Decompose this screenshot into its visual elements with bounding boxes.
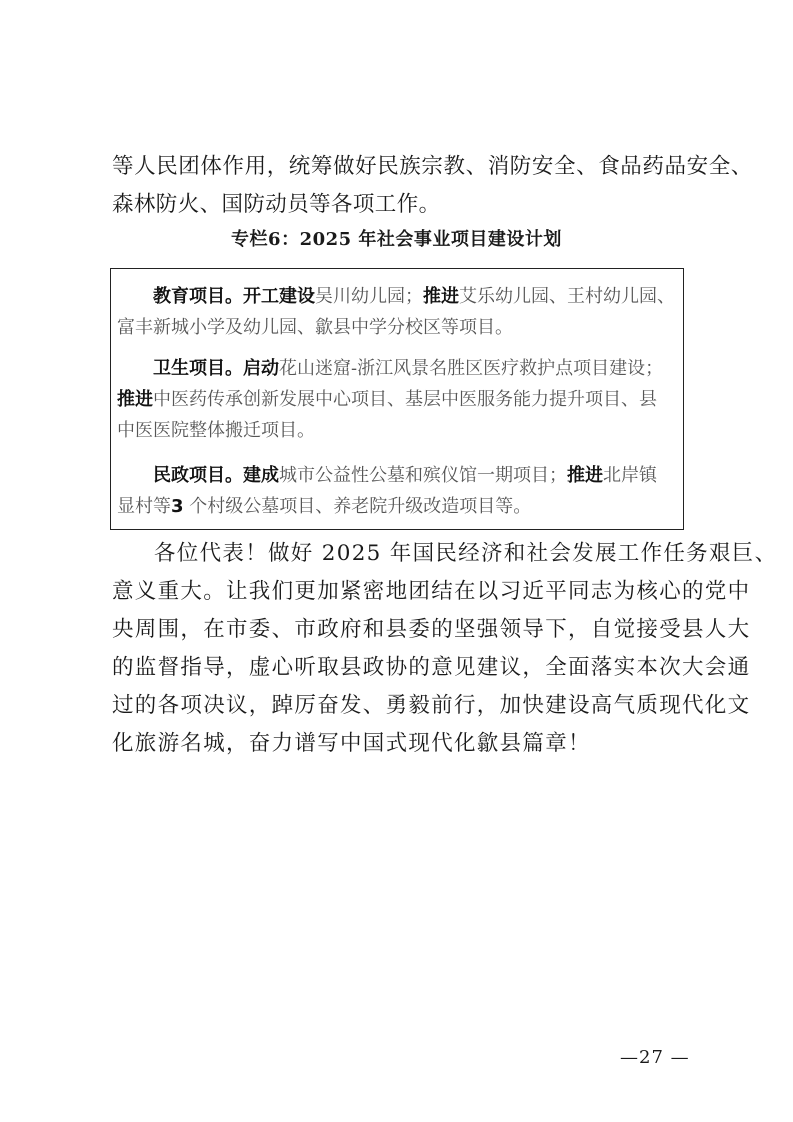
keyword: 推进 xyxy=(567,465,603,486)
text-span: 北岸镇 xyxy=(603,465,657,486)
civil-heading: 民政项目。 xyxy=(153,465,243,486)
keyword: 建成 xyxy=(243,465,279,486)
project-box xyxy=(110,268,684,530)
text-line: 森林防火、国防动员等各项工作。 xyxy=(112,192,441,217)
text-line xyxy=(117,491,677,522)
text-line: 的监督指导，虚心听取县政协的意见建议，全面落实本次大会通 xyxy=(112,655,751,680)
education-projects xyxy=(117,281,677,343)
keyword: 推进 xyxy=(423,286,459,307)
text-line xyxy=(117,384,677,415)
health-projects xyxy=(117,353,677,446)
text-line xyxy=(117,281,677,312)
text-line: 各位代表！做好 2025 年国民经济和社会发展工作任务艰巨、 xyxy=(154,541,778,566)
text-line: 中医医院整体搬迁项目。 xyxy=(117,420,315,441)
health-heading: 卫生项目。 xyxy=(153,358,243,379)
text-span: 城市公益性公墓和殡仪馆一期项目； xyxy=(279,465,567,486)
text-span: 吴川幼儿园； xyxy=(315,286,423,307)
page-number: —27 — xyxy=(620,1047,690,1068)
education-heading: 教育项目。 xyxy=(153,286,243,307)
keyword: 推进 xyxy=(117,389,153,410)
text-span: 花山迷窟-浙江风景名胜区医疗救护点项目建设； xyxy=(279,358,664,379)
text-span: 艾乐幼儿园、王村幼儿园、 xyxy=(459,286,675,307)
closing-paragraph xyxy=(112,535,778,763)
box-caption: 专栏6：2025 年社会事业项目建设计划 xyxy=(231,229,562,250)
text-line: 富丰新城小学及幼儿园、歙县中学分校区等项目。 xyxy=(117,317,513,338)
text-line xyxy=(117,353,677,384)
text-line: 央周围，在市委、市政府和县委的坚强领导下，自觉接受县人大 xyxy=(112,617,751,642)
text-span: 个村级公墓项目、养老院升级改造项目等。 xyxy=(189,496,532,517)
civil-affairs-projects xyxy=(117,460,677,522)
text-line xyxy=(117,460,677,491)
text-line: 过的各项决议，踔厉奋发、勇毅前行，加快建设高气质现代化文 xyxy=(112,693,751,718)
intro-paragraph xyxy=(112,148,753,224)
number: 3 xyxy=(171,496,184,517)
text-span: 中医药传承创新发展中心项目、基层中医服务能力提升项目、县 xyxy=(153,389,657,410)
text-line: 化旅游名城，奋力谱写中国式现代化歙县篇章！ xyxy=(112,731,591,756)
text-span: 显村等 xyxy=(117,496,171,517)
keyword: 开工建设 xyxy=(243,286,315,307)
text-line: 等人民团体作用，统筹做好民族宗教、消防安全、食品药品安全、 xyxy=(112,154,753,179)
text-line: 意义重大。让我们更加紧密地团结在以习近平同志为核心的党中 xyxy=(112,579,751,604)
keyword: 启动 xyxy=(243,358,279,379)
